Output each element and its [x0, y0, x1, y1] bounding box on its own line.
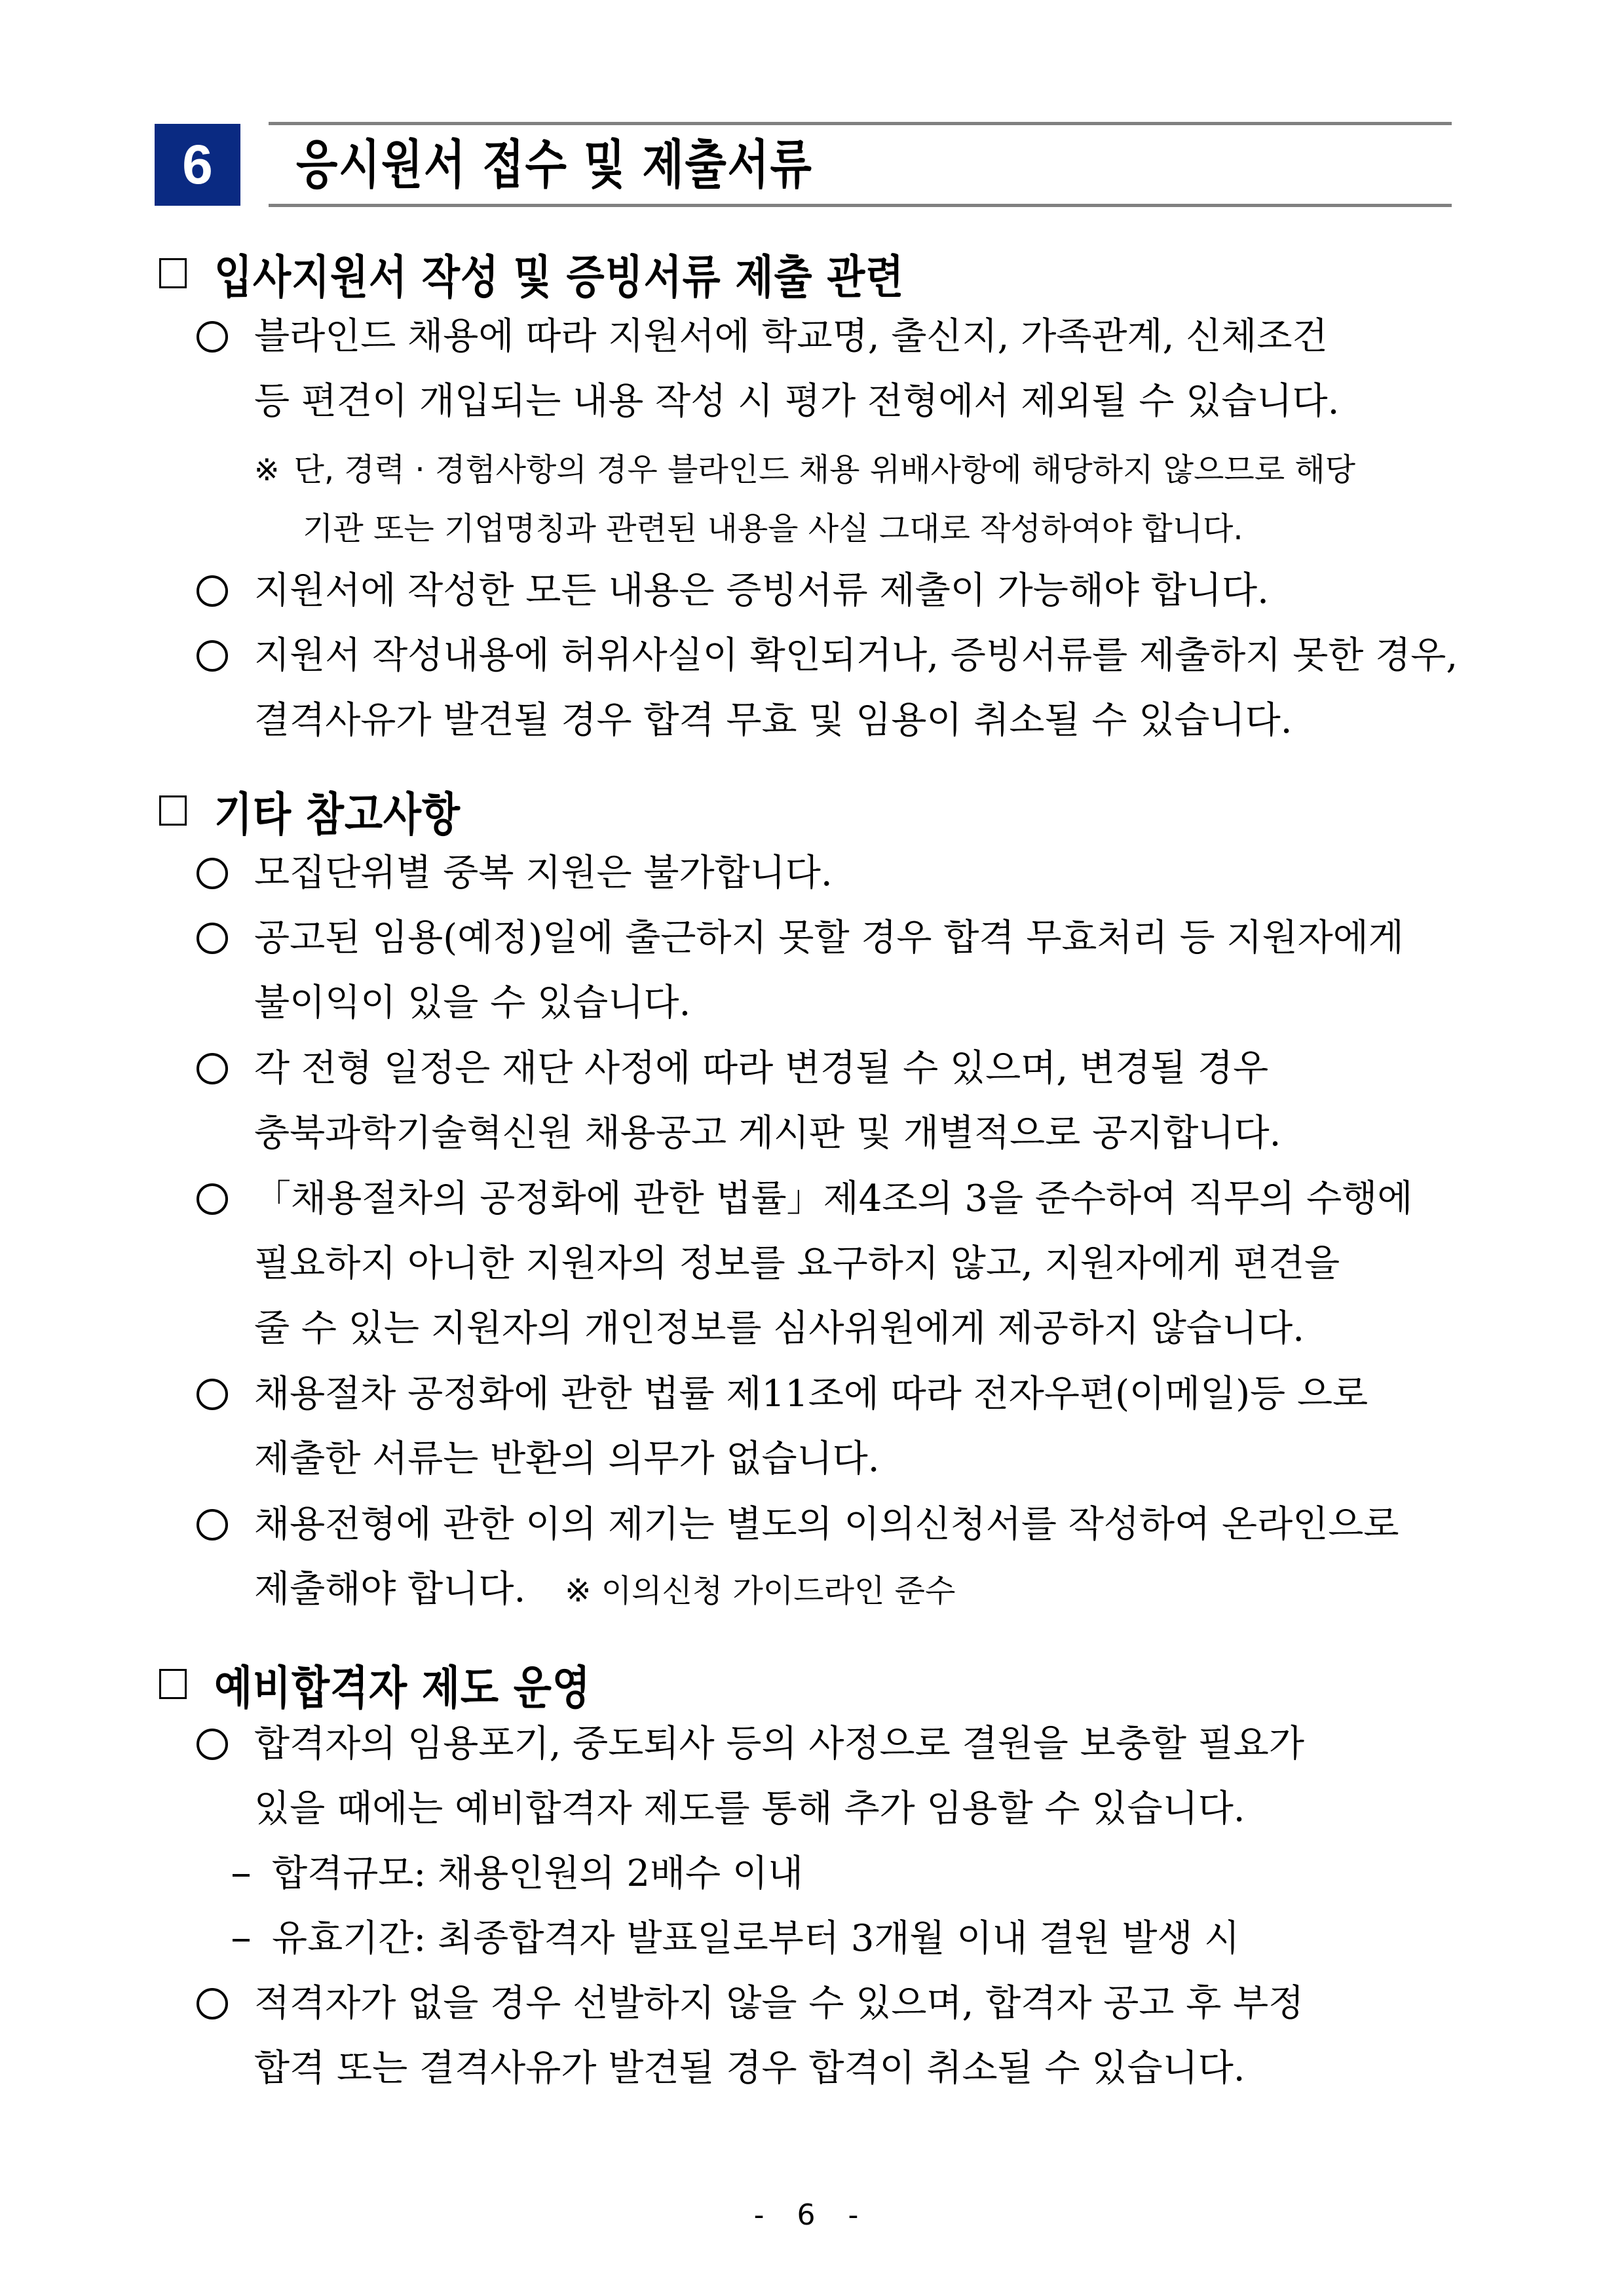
paragraph-line: 합격자의 임용포기, 중도퇴사 등의 사정으로 결원을 보충할 필요가 — [254, 1723, 1304, 1765]
circle-bullet-icon — [197, 1183, 228, 1215]
paragraph-line: 적격자가 없을 경우 선발하지 않을 수 있으며, 합격자 공고 후 부정 — [254, 1982, 1304, 2025]
circle-bullet-icon — [197, 923, 228, 954]
reference-mark-icon: ※ — [254, 452, 280, 488]
paragraph-line: 제출해야 합니다. ※ 이의신청 가이드라인 준수 — [254, 1568, 956, 1611]
paragraph-line: 모집단위별 중복 지원은 불가합니다. — [254, 852, 833, 894]
page-number: - 6 - — [753, 2198, 871, 2232]
section-heading-reserve-candidates — [159, 1655, 652, 1713]
chapter-number-badge — [155, 124, 240, 206]
paragraph-line: 채용전형에 관한 이의 제기는 별도의 이의신청서를 작성하여 온라인으로 — [254, 1503, 1399, 1546]
inline-note: ※ 이의신청 가이드라인 준수 — [565, 1573, 956, 1609]
paragraph-line: 「채용절차의 공정화에 관한 법률」제4조의 3을 준수하여 직무의 수행에 — [254, 1177, 1413, 1220]
chapter-top-rule — [269, 122, 1452, 125]
circle-bullet-icon — [197, 1053, 228, 1084]
checkbox-square-icon — [159, 258, 187, 288]
circle-bullet-icon — [197, 1988, 228, 2019]
section-title: 기타 참고사항 — [214, 787, 461, 841]
circle-bullet-icon — [197, 1729, 228, 1760]
chapter-bottom-rule — [269, 204, 1452, 207]
dash-bullet-icon — [233, 1939, 250, 1942]
section-heading-application — [159, 244, 1017, 303]
paragraph-line: 줄 수 있는 지원자의 개인정보를 심사위원에게 제공하지 않습니다. — [254, 1307, 1304, 1350]
paragraph-line: 있을 때에는 예비합격자 제도를 통해 추가 임용할 수 있습니다. — [254, 1788, 1245, 1830]
paragraph-line: 충북과학기술혁신원 채용공고 게시판 및 개별적으로 공지합니다. — [254, 1112, 1281, 1155]
paragraph-line: 공고된 임용(예정)일에 출근하지 못할 경우 합격 무효처리 등 지원자에게 — [254, 917, 1404, 959]
sub-item-line: 유효기간: 최종합격자 발표일로부터 3개월 이내 결원 발생 시 — [272, 1917, 1240, 1960]
sub-item-line: 합격규모: 채용인원의 2배수 이내 — [272, 1852, 804, 1895]
paragraph-line: 합격 또는 결격사유가 발견될 경우 합격이 취소될 수 있습니다. — [254, 2047, 1245, 2090]
section-title: 입사지원서 작성 및 증빙서류 제출 관련 — [214, 250, 905, 304]
checkbox-square-icon — [159, 1669, 187, 1699]
paragraph-line: 필요하지 아니한 지원자의 정보를 요구하지 않고, 지원자에게 편견을 — [254, 1242, 1340, 1285]
paragraph-line: 채용절차 공정화에 관한 법률 제11조에 따라 전자우편(이메일)등 으로 — [254, 1373, 1369, 1415]
chapter-number: 6 — [182, 134, 213, 195]
paragraph-line: 제출한 서류는 반환의 의무가 없습니다. — [254, 1438, 880, 1480]
paragraph-line: 불이익이 있을 수 있습니다. — [254, 982, 691, 1024]
section-title: 예비합격자 제도 운영 — [214, 1660, 591, 1715]
circle-bullet-icon — [197, 321, 228, 353]
paragraph-line: 블라인드 채용에 따라 지원서에 학교명, 출신지, 가족관계, 신체조건 — [254, 315, 1328, 358]
paragraph-line: 지원서 작성내용에 허위사실이 확인되거나, 증빙서류를 제출하지 못한 경우, — [254, 634, 1458, 677]
circle-bullet-icon — [197, 858, 228, 889]
circle-bullet-icon — [197, 1509, 228, 1540]
note-line: 기관 또는 기업명칭과 관련된 내용을 사실 그대로 작성하여야 합니다. — [303, 510, 1243, 547]
circle-bullet-icon — [197, 575, 228, 607]
dash-bullet-icon — [233, 1874, 250, 1877]
note-line: ※ 단, 경력 · 경험사항의 경우 블라인드 채용 위배사항에 해당하지 않으므로 해당 — [254, 451, 1356, 488]
circle-bullet-icon — [197, 640, 228, 672]
checkbox-square-icon — [159, 795, 187, 826]
circle-bullet-icon — [197, 1379, 228, 1410]
paragraph-line: 결격사유가 발견될 경우 합격 무효 및 임용이 취소될 수 있습니다. — [254, 699, 1293, 742]
paragraph-line: 지원서에 작성한 모든 내용은 증빙서류 제출이 가능해야 합니다. — [254, 569, 1269, 612]
chapter-title: 응시원서 접수 및 제출서류 — [296, 134, 813, 195]
paragraph-line: 등 편견이 개입되는 내용 작성 시 평가 전형에서 제외될 수 있습니다. — [254, 380, 1340, 423]
section-heading-other-notes — [159, 781, 500, 840]
paragraph-line: 각 전형 일정은 재단 사정에 따라 변경될 수 있으며, 변경될 경우 — [254, 1047, 1269, 1090]
